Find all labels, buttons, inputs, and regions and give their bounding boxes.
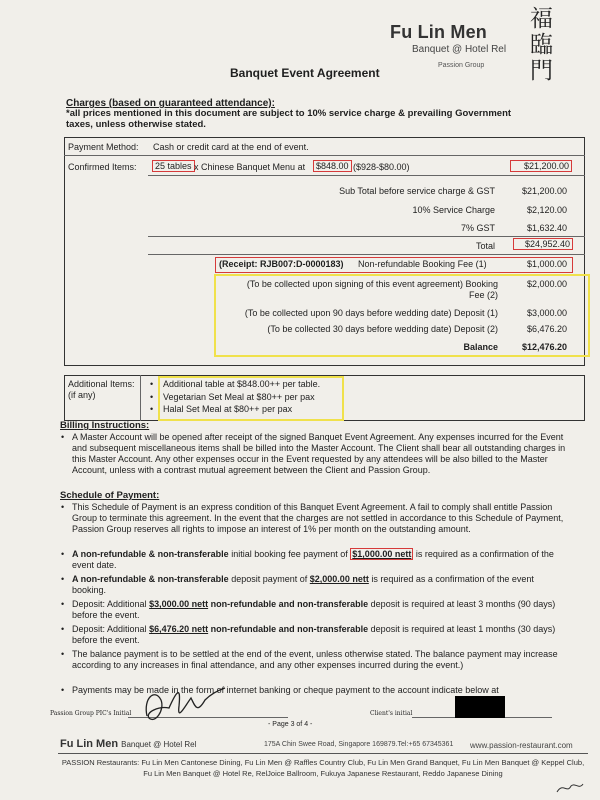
bullet: • — [61, 574, 65, 584]
additional-item: Additional table at $848.00++ per table. — [163, 379, 321, 389]
footer-address: 175A Chin Swee Road, Singapore 169879.Tel:+65 67345361 — [264, 741, 454, 748]
clause-text: deposit payment of — [231, 574, 308, 584]
total-value: $24,952.40 — [513, 238, 573, 250]
page-number: - Page 3 of 4 - — [268, 721, 313, 728]
deposit2-value: $6,476.20 — [526, 324, 567, 334]
footer-brand — [60, 738, 196, 750]
brand-group: Passion Group — [438, 62, 485, 69]
clause-text: initial booking fee payment of — [231, 549, 348, 559]
redaction-box — [455, 696, 505, 718]
additional-item: Vegetarian Set Meal at $80++ per pax — [163, 392, 315, 402]
clause-text: deposit is required at least 1 months (30 days) before the event. — [72, 624, 556, 645]
booking-fee-clause — [72, 549, 570, 571]
bullet: • — [150, 392, 154, 402]
charges-heading: Charges (based on guaranteed attendance): — [66, 98, 275, 109]
bullet: • — [61, 649, 65, 659]
additional-item: Halal Set Meal at $80++ per pax — [163, 404, 293, 414]
booking-fee-value: $1,000.00 — [526, 259, 567, 269]
footer-brand-sub: Banquet @ Hotel Rel — [121, 740, 197, 749]
divider — [148, 236, 585, 237]
handwritten-signature — [125, 676, 235, 734]
payment-method-label: Payment Method: — [68, 142, 139, 152]
deposit1-amount: $3,000.00 nett — [149, 599, 209, 609]
divider — [64, 155, 585, 156]
gst-value: $1,632.40 — [526, 223, 567, 233]
payment-method-value: Cash or credit card at the end of event. — [153, 142, 309, 152]
clause-text: Deposit: Additional — [72, 599, 147, 609]
footer-restaurants-line: PASSION Restaurants: Fu Lin Men Cantonese Dining, Fu Lin Men @ Raffles Country Club, Fu Lin Men Grand Banquet, Fu Lin Men Banquet @ Keppel Club, — [61, 758, 585, 767]
booking-fee2-label-cont: Fee (2) — [468, 290, 498, 300]
clause-bold: A non-refundable & non-transferable — [72, 574, 229, 584]
deposit2-amount: $6,476.20 nett — [149, 624, 209, 634]
bullet: • — [61, 432, 65, 442]
bullet: • — [150, 404, 154, 414]
divider — [140, 375, 141, 421]
client-initial-label: Client's initial — [370, 710, 413, 717]
footer-restaurants — [58, 757, 588, 779]
charges-note: *all prices mentioned in this document are subject to 10% service charge & prevailing Government taxes, unless otherwise stated. — [66, 108, 512, 130]
clause-text: is required as a confirmation of the event date. — [72, 549, 554, 570]
footer-brand-name: Fu Lin Men — [60, 738, 119, 750]
booking-fee-label: Non-refundable Booking Fee (1) — [358, 259, 487, 269]
bullet: • — [61, 599, 65, 609]
booking-fee2-label: (To be collected upon signing of this event agreement) Booking — [246, 279, 498, 289]
clause-bold: non-refundable and non-transferable — [210, 599, 369, 609]
page-title: Banquet Event Agreement — [230, 66, 380, 80]
service-charge-label: 10% Service Charge — [412, 205, 495, 215]
confirmed-items-label: Confirmed Items: — [68, 162, 137, 172]
chinese-logo: 福臨門 — [530, 6, 553, 84]
receipt-number: (Receipt: RJB007:D-0000183) — [219, 259, 344, 269]
pic-initial-label: Passion Group PIC's Initial — [50, 710, 132, 717]
service-charge-value: $2,120.00 — [526, 205, 567, 215]
bullet: • — [61, 502, 65, 512]
bullet: • — [150, 379, 154, 389]
tables-count: 25 tables — [152, 160, 195, 172]
booking-fee-amount: $1,000.00 nett — [352, 549, 412, 559]
menu-price: $848.00 — [313, 160, 352, 172]
item-total: $21,200.00 — [510, 160, 572, 172]
clause-text: is required as a confirmation of the event booking. — [72, 574, 534, 595]
item-description: x Chinese Banquet Menu at — [194, 162, 306, 172]
footer-website-link[interactable]: www.passion-restaurant.com — [470, 741, 573, 750]
deposit1-label: (To be collected upon 90 days before wedding date) Deposit (1) — [244, 308, 498, 318]
deposit1-value: $3,000.00 — [526, 308, 567, 318]
deposit-amount: $2,000.00 nett — [309, 574, 369, 584]
schedule-heading: Schedule of Payment: — [60, 490, 160, 501]
brand-subtitle: Banquet @ Hotel Rel — [412, 44, 507, 55]
deposit2-label: (To be collected 30 days before wedding date) Deposit (2) — [267, 324, 498, 334]
billing-text: A Master Account will be opened after receipt of the signed Banquet Event Agreement. Any expenses incurred for the Event and subsequent miscellaneous items shall be billed into the Master Account. The Client shall bear all outstanding charges in this Master Account. Any other expenses occur in the Event requested by any attendees will be also billed to the Master Account, unless with a contrast mutual agreement between the Client and Passion Group. — [72, 432, 566, 475]
bullet: • — [61, 549, 65, 559]
divider — [148, 254, 585, 255]
schedule-intro: This Schedule of Payment is an express condition of this Banquet Event Agreement. A fail to comply shall entitle Passion Group to terminate this agreement. In the event that the charges are not settled in accordance to this Schedule of Payment, Passion Group reserves all rights to impose an interest of 1% per month on the outstanding amount. — [72, 502, 564, 534]
subtotal-label: Sub Total before service charge & GST — [339, 186, 495, 196]
deposit-clause — [72, 574, 570, 596]
payment-method-clause: Payments may be made in the form of internet banking or cheque payment to the account indicate below at — [72, 685, 499, 695]
corner-scribble — [555, 780, 585, 796]
brand-name: Fu Lin Men — [390, 22, 487, 42]
deposit2-clause — [72, 624, 570, 646]
footer-divider — [58, 753, 588, 754]
bullet: • — [61, 685, 65, 695]
gst-label: 7% GST — [460, 223, 495, 233]
clause-bold: A non-refundable & non-transferable — [72, 549, 229, 559]
balance-clause: The balance payment is to be settled at the end of the event, unless otherwise stated. The balance payment may increase according to any increases in final attendance, and any other expenses incurred during the event.) — [72, 649, 558, 670]
clause-text: deposit is required at least 3 months (90 days) before the event. — [72, 599, 556, 620]
footer-restaurants-line: Fu Lin Men Banquet @ Hotel Re, RelJoice Ballroom, Fukuya Japanese Restaurant, Reddo Japanese Dining — [143, 769, 503, 778]
additional-items-label: Additional Items: — [68, 379, 135, 389]
total-label: Total — [475, 241, 495, 251]
price-note: ($928-$80.00) — [353, 162, 410, 172]
bullet: • — [61, 624, 65, 634]
booking-fee2-value: $2,000.00 — [526, 279, 567, 289]
billing-heading: Billing Instructions: — [60, 420, 150, 431]
balance-value: $12,476.20 — [521, 342, 567, 352]
deposit1-clause — [72, 599, 570, 621]
clause-bold: non-refundable and non-transferable — [210, 624, 369, 634]
balance-label: Balance — [463, 342, 498, 352]
additional-items-label-cont: (if any) — [68, 390, 96, 400]
subtotal-value: $21,200.00 — [521, 186, 567, 196]
divider — [148, 175, 585, 176]
clause-text: Deposit: Additional — [72, 624, 147, 634]
